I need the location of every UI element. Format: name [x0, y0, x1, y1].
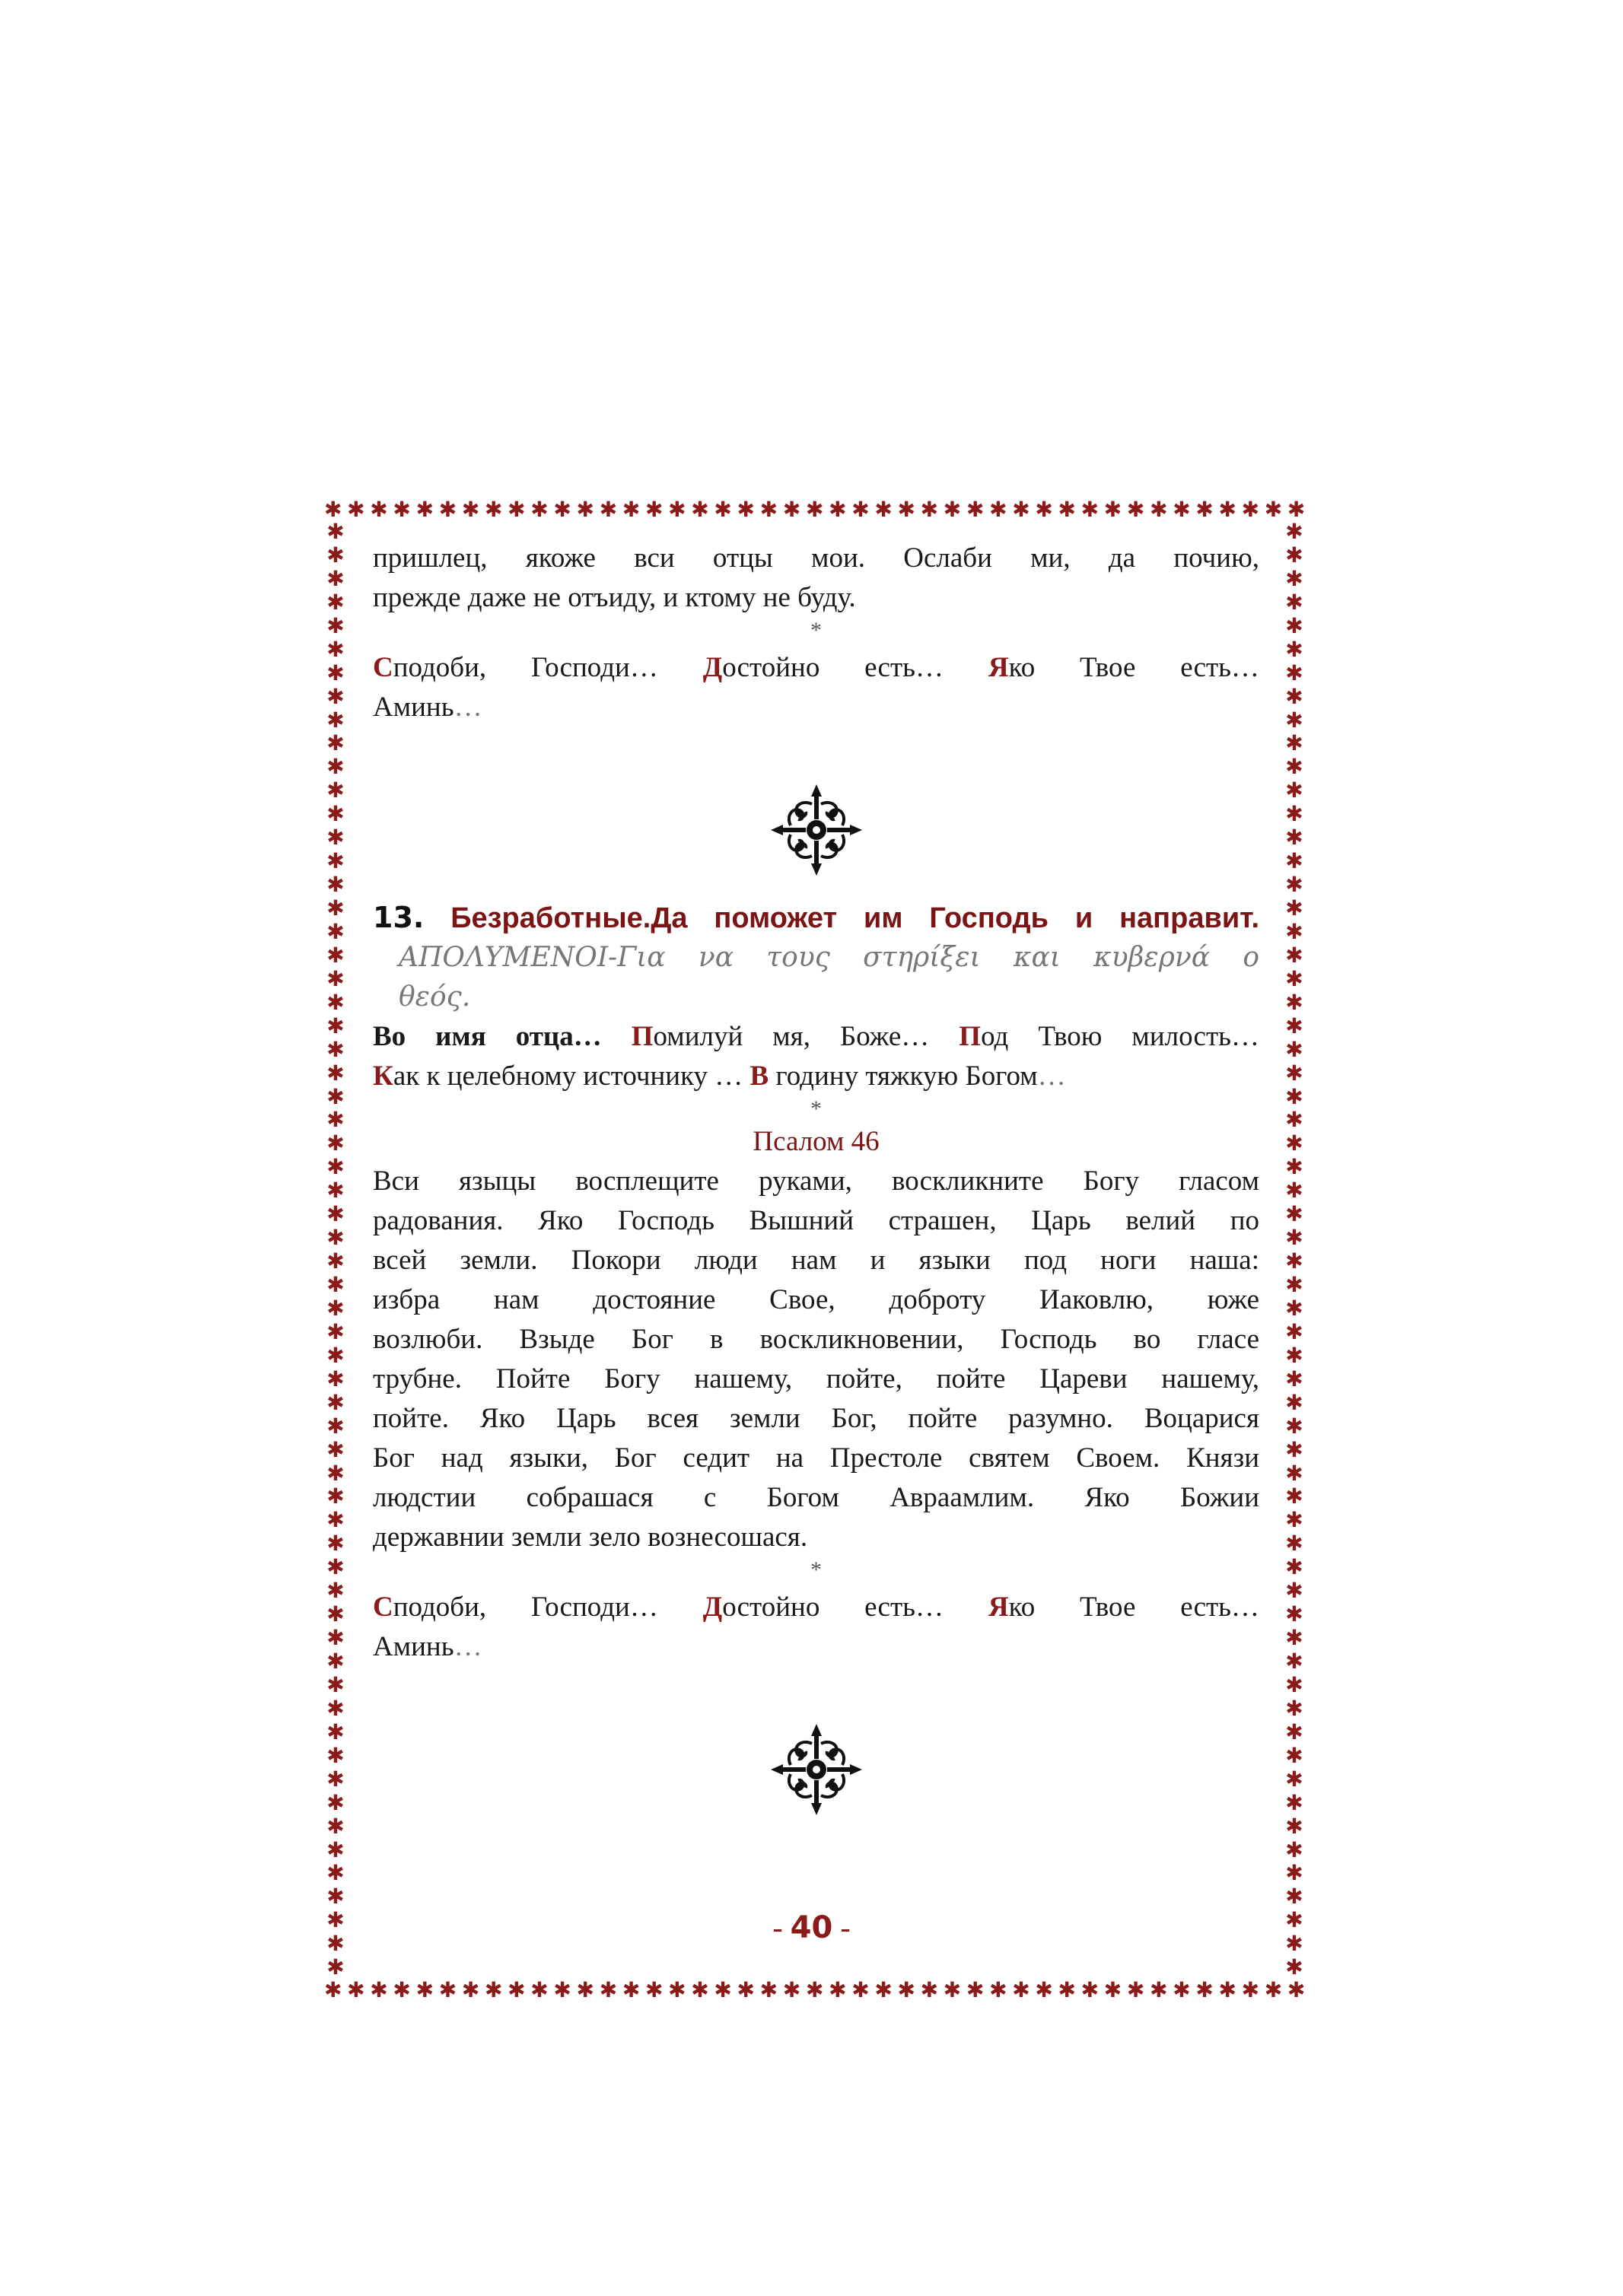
prayer-2-initial: П	[631, 1021, 654, 1052]
amen-text: Аминь	[373, 692, 454, 723]
border-star-icon: ✱	[1012, 1977, 1030, 2002]
border-star-icon: ✱	[1241, 497, 1260, 522]
border-star-icon: ✱	[1285, 1578, 1303, 1604]
border-star-icon: ✱	[326, 1178, 345, 1204]
border-star-icon: ✱	[1285, 1154, 1303, 1180]
border-star-icon: ✱	[326, 1884, 345, 1910]
closing-c-text: ко Твое есть	[1008, 652, 1232, 683]
border-star-icon: ✱	[326, 965, 345, 991]
section-heading	[373, 898, 1259, 938]
border-star-icon: ✱	[326, 1389, 345, 1415]
closing-a-text: подоби, Господи	[393, 652, 630, 683]
border-star-icon: ✱	[326, 730, 345, 756]
border-star-icon: ✱	[897, 497, 915, 522]
border-star-icon: ✱	[1285, 965, 1303, 991]
border-star-icon: ✱	[1285, 1554, 1303, 1580]
border-star-icon: ✱	[326, 872, 345, 898]
border-star-icon: ✱	[326, 1295, 345, 1321]
amen-ellipsis: …	[453, 692, 482, 723]
closing-c-text: ко Твое есть	[1008, 1592, 1232, 1623]
border-star-icon: ✱	[438, 497, 457, 522]
amen-ellipsis: …	[453, 1631, 482, 1662]
border-star-icon: ✱	[326, 1601, 345, 1627]
border-top	[324, 498, 1306, 521]
separator-star: *	[810, 1557, 822, 1582]
border-star-icon: ✱	[1285, 1789, 1303, 1815]
border-star-icon: ✱	[1126, 1977, 1145, 2002]
border-star-icon: ✱	[1285, 1649, 1303, 1674]
border-star-icon: ✱	[326, 1366, 345, 1391]
border-star-icon: ✱	[370, 497, 388, 522]
border-star-icon: ✱	[347, 1977, 365, 2002]
closing-prayers-2	[373, 1588, 1259, 1667]
border-star-icon: ✱	[829, 1977, 847, 2002]
closing-c-ellipsis: …	[1231, 1592, 1260, 1623]
psalm-line: всей земли. Покори люди нам и языки под ноги наша:	[373, 1245, 1259, 1276]
border-star-icon: ✱	[644, 497, 664, 522]
border-star-icon: ✱	[326, 1507, 345, 1533]
closing-a-ellipsis: …	[629, 1592, 658, 1623]
border-star-icon: ✱	[943, 1977, 962, 2002]
border-star-icon: ✱	[1285, 1295, 1303, 1321]
border-star-icon: ✱	[1285, 1931, 1303, 1957]
border-star-icon: ✱	[326, 1201, 345, 1227]
border-star-icon: ✱	[989, 1977, 1007, 2002]
border-star-icon: ✱	[326, 589, 345, 615]
border-star-icon: ✱	[874, 497, 893, 522]
border-star-icon: ✱	[324, 1977, 342, 2002]
border-star-icon: ✱	[415, 1977, 434, 2002]
border-star-icon: ✱	[644, 1977, 664, 2002]
border-star-icon: ✱	[326, 519, 345, 544]
psalm-body	[373, 1162, 1259, 1557]
border-star-icon: ✱	[326, 1813, 345, 1839]
prayer-3-initial: П	[959, 1021, 982, 1052]
border-star-icon: ✱	[326, 754, 345, 780]
border-star-icon: ✱	[326, 660, 345, 685]
border-star-icon: ✱	[326, 1036, 345, 1062]
border-star-icon: ✱	[1195, 1977, 1214, 2002]
border-star-icon: ✱	[326, 1342, 345, 1368]
closing-a-initial: С	[373, 1592, 393, 1623]
border-star-icon: ✱	[1285, 1695, 1303, 1721]
border-star-icon: ✱	[1285, 1318, 1303, 1344]
border-star-icon: ✱	[1285, 1083, 1303, 1109]
closing-a-text: подоби, Господи	[393, 1592, 630, 1623]
border-star-icon: ✱	[1285, 1671, 1303, 1697]
closing-b-text: остойно есть	[722, 652, 915, 683]
border-star-icon: ✱	[1285, 825, 1303, 851]
border-star-icon: ✱	[326, 918, 345, 944]
border-star-icon: ✱	[326, 1413, 345, 1439]
border-star-icon: ✱	[415, 497, 434, 522]
border-star-icon: ✱	[1285, 1625, 1303, 1651]
border-star-icon: ✱	[326, 565, 345, 591]
cross-flourish-ornament-icon	[767, 781, 866, 879]
border-star-icon: ✱	[1285, 1954, 1303, 1980]
prayer-5-ellipsis: …	[1037, 1061, 1066, 1092]
passage-top-line-1: пришлец, якоже вси отцы мои. Ослаби ми, да почию,	[373, 542, 1259, 574]
border-star-icon: ✱	[691, 497, 709, 522]
border-star-icon: ✱	[326, 801, 345, 827]
psalm-title: Псалом 46	[753, 1126, 880, 1157]
border-star-icon: ✱	[1285, 730, 1303, 756]
section-title: Безработные.Да поможет им Господь и направит.	[450, 902, 1260, 934]
border-star-icon: ✱	[326, 1436, 345, 1462]
border-star-icon: ✱	[1285, 1131, 1303, 1156]
border-star-icon: ✱	[1285, 778, 1303, 803]
border-star-icon: ✱	[1285, 707, 1303, 733]
border-star-icon: ✱	[1195, 497, 1214, 522]
closing-b-text: остойно есть	[722, 1592, 915, 1623]
prayer-in-the-name: Во имя отца…	[373, 1021, 602, 1052]
border-star-icon: ✱	[1285, 612, 1303, 638]
border-star-icon: ✱	[1285, 1460, 1303, 1486]
border-star-icon: ✱	[1103, 1977, 1122, 2002]
border-star-icon: ✱	[1285, 1719, 1303, 1744]
border-star-icon: ✱	[1080, 1977, 1100, 2002]
psalm-line: трубне. Пойте Богу нашему, пойте, пойте Цареви нашему,	[373, 1363, 1259, 1394]
border-star-icon: ✱	[326, 1766, 345, 1792]
border-star-icon: ✱	[1058, 1977, 1076, 2002]
page-number-value: 40	[790, 1910, 833, 1945]
greek-line-2: θεός.	[399, 981, 471, 1013]
closing-c-initial: Я	[988, 1592, 1009, 1623]
border-star-icon: ✱	[1285, 565, 1303, 591]
psalm-line: пойте. Яко Царь всея земли Бог, пойте разумно. Воцарися	[373, 1403, 1259, 1434]
ornament-top	[373, 781, 1259, 879]
border-star-icon: ✱	[1285, 1860, 1303, 1886]
psalm-line: людстии собрашася с Богом Авраамлим. Яко Божии	[373, 1482, 1259, 1513]
border-star-icon: ✱	[1287, 497, 1306, 522]
border-star-icon: ✱	[782, 497, 801, 522]
border-left	[324, 521, 347, 1979]
border-star-icon: ✱	[851, 1977, 870, 2002]
border-star-icon: ✱	[461, 1977, 480, 2002]
border-star-icon: ✱	[1218, 497, 1236, 522]
border-star-icon: ✱	[576, 1977, 595, 2002]
border-star-icon: ✱	[326, 1907, 345, 1933]
border-star-icon: ✱	[989, 497, 1007, 522]
closing-b-ellipsis: …	[915, 652, 944, 683]
border-star-icon: ✱	[1285, 1483, 1303, 1509]
border-right	[1283, 521, 1306, 1979]
border-star-icon: ✱	[1285, 1248, 1303, 1274]
separator-star: *	[810, 1096, 822, 1121]
border-star-icon: ✱	[1285, 1601, 1303, 1627]
border-star-icon: ✱	[1264, 1977, 1283, 2002]
border-star-icon: ✱	[326, 1131, 345, 1156]
border-star-icon: ✱	[347, 497, 365, 522]
border-star-icon: ✱	[326, 1954, 345, 1980]
passage-top-line-2: прежде даже не отъиду, и ктому не буду.	[373, 582, 856, 613]
border-star-icon: ✱	[326, 1578, 345, 1604]
border-star-icon: ✱	[530, 1977, 549, 2002]
border-star-icon: ✱	[1285, 848, 1303, 874]
border-star-icon: ✱	[1080, 497, 1100, 522]
border-star-icon: ✱	[326, 1625, 345, 1651]
border-star-icon: ✱	[1241, 1977, 1260, 2002]
border-star-icon: ✱	[326, 1742, 345, 1768]
border-star-icon: ✱	[943, 497, 962, 522]
border-star-icon: ✱	[829, 497, 847, 522]
border-star-icon: ✱	[326, 612, 345, 638]
border-star-icon: ✱	[966, 1977, 985, 2002]
border-star-icon: ✱	[1285, 801, 1303, 827]
border-star-icon: ✱	[1285, 636, 1303, 662]
separator-star: *	[810, 618, 822, 643]
border-star-icon: ✱	[1126, 497, 1145, 522]
border-star-icon: ✱	[326, 1083, 345, 1109]
border-star-icon: ✱	[508, 1977, 526, 2002]
psalm-line: державнии земли зело вознесошася.	[373, 1522, 808, 1553]
border-star-icon: ✱	[326, 825, 345, 851]
border-star-icon: ✱	[668, 1977, 686, 2002]
border-star-icon: ✱	[1150, 497, 1168, 522]
border-star-icon: ✱	[326, 1719, 345, 1744]
prayers-line-1	[373, 1017, 1259, 1057]
border-star-icon: ✱	[326, 1060, 345, 1086]
border-star-icon: ✱	[326, 989, 345, 1015]
closing-prayers-1	[373, 648, 1259, 727]
section-number: 13.	[373, 901, 425, 934]
border-star-icon: ✱	[326, 1013, 345, 1038]
border-star-icon: ✱	[1285, 1201, 1303, 1227]
page-number	[0, 1907, 1623, 1945]
border-star-icon: ✱	[714, 1977, 732, 2002]
border-star-icon: ✱	[326, 1107, 345, 1133]
border-star-icon: ✱	[897, 1977, 915, 2002]
prayer-2-text: омилуй мя, Боже…	[653, 1021, 930, 1052]
border-star-icon: ✱	[553, 497, 571, 522]
border-star-icon: ✱	[1285, 872, 1303, 898]
border-star-icon: ✱	[326, 636, 345, 662]
border-star-icon: ✱	[599, 497, 618, 522]
border-star-icon: ✱	[1285, 1766, 1303, 1792]
border-star-icon: ✱	[326, 1789, 345, 1815]
border-star-icon: ✱	[1264, 497, 1283, 522]
border-star-icon: ✱	[326, 778, 345, 803]
border-star-icon: ✱	[1285, 683, 1303, 709]
border-star-icon: ✱	[1285, 895, 1303, 921]
border-star-icon: ✱	[326, 1531, 345, 1557]
border-star-icon: ✱	[1285, 1013, 1303, 1038]
border-star-icon: ✱	[805, 1977, 824, 2002]
border-star-icon: ✱	[326, 1836, 345, 1862]
border-star-icon: ✱	[1285, 754, 1303, 780]
border-star-icon: ✱	[326, 895, 345, 921]
prayer-5-initial: В	[749, 1061, 769, 1092]
border-star-icon: ✱	[622, 497, 641, 522]
border-star-icon: ✱	[1218, 1977, 1236, 2002]
closing-a-initial: С	[373, 652, 393, 683]
border-star-icon: ✱	[530, 497, 549, 522]
border-star-icon: ✱	[1173, 497, 1191, 522]
border-star-icon: ✱	[759, 1977, 778, 2002]
prayer-5-text: годину тяжкую Богом	[769, 1061, 1038, 1092]
border-star-icon: ✱	[326, 1695, 345, 1721]
amen-text: Аминь	[373, 1631, 454, 1662]
border-star-icon: ✱	[1285, 519, 1303, 544]
border-star-icon: ✱	[508, 497, 526, 522]
border-star-icon: ✱	[1285, 1060, 1303, 1086]
border-star-icon: ✱	[393, 1977, 411, 2002]
border-star-icon: ✱	[438, 1977, 457, 2002]
border-star-icon: ✱	[1173, 1977, 1191, 2002]
border-star-icon: ✱	[326, 542, 345, 568]
border-star-icon: ✱	[326, 1318, 345, 1344]
closing-b-initial: Д	[702, 652, 723, 683]
border-star-icon: ✱	[1285, 1413, 1303, 1439]
border-star-icon: ✱	[1285, 1036, 1303, 1062]
border-star-icon: ✱	[370, 1977, 388, 2002]
border-star-icon: ✱	[737, 497, 755, 522]
border-star-icon: ✱	[1287, 1977, 1306, 2002]
border-star-icon: ✱	[326, 1460, 345, 1486]
border-star-icon: ✱	[1035, 497, 1053, 522]
border-star-icon: ✱	[326, 1671, 345, 1697]
border-star-icon: ✱	[1285, 1836, 1303, 1862]
closing-b-ellipsis: …	[915, 1592, 944, 1623]
border-star-icon: ✱	[1285, 1342, 1303, 1368]
border-star-icon: ✱	[782, 1977, 801, 2002]
cross-flourish-ornament-icon	[767, 1720, 866, 1819]
prayer-3-text: од Твою милость…	[981, 1021, 1259, 1052]
border-star-icon: ✱	[1035, 1977, 1053, 2002]
border-star-icon: ✱	[1058, 497, 1076, 522]
border-star-icon: ✱	[1103, 497, 1122, 522]
border-star-icon: ✱	[326, 1154, 345, 1180]
border-star-icon: ✱	[920, 497, 939, 522]
border-bottom	[324, 1979, 1306, 2002]
border-star-icon: ✱	[714, 497, 732, 522]
closing-c-ellipsis: …	[1231, 652, 1260, 683]
border-star-icon: ✱	[326, 1931, 345, 1957]
border-star-icon: ✱	[326, 1225, 345, 1251]
border-star-icon: ✱	[326, 1483, 345, 1509]
border-star-icon: ✱	[553, 1977, 571, 2002]
greek-line-1: ΑΠΟΛΥΜΕΝΟΙ-Για να τους στηρίξει και κυβερνά ο	[399, 942, 1259, 973]
page-dash-left: -	[772, 1910, 783, 1945]
border-star-icon: ✱	[1285, 1907, 1303, 1933]
page-dash-right: -	[840, 1910, 851, 1945]
psalm-line: возлюби. Взыде Бог в воскликновении, Господь во гласе	[373, 1324, 1259, 1355]
border-star-icon: ✱	[599, 1977, 618, 2002]
border-star-icon: ✱	[1285, 542, 1303, 568]
border-star-icon: ✱	[1285, 918, 1303, 944]
border-star-icon: ✱	[326, 1649, 345, 1674]
border-star-icon: ✱	[461, 497, 480, 522]
border-star-icon: ✱	[1285, 1225, 1303, 1251]
border-star-icon: ✱	[691, 1977, 709, 2002]
border-star-icon: ✱	[805, 497, 824, 522]
border-star-icon: ✱	[1285, 1507, 1303, 1533]
border-star-icon: ✱	[1150, 1977, 1168, 2002]
border-star-icon: ✱	[326, 683, 345, 709]
border-star-icon: ✱	[1285, 1366, 1303, 1391]
ornament-bottom	[373, 1720, 1259, 1819]
border-star-icon: ✱	[324, 497, 342, 522]
border-star-icon: ✱	[1285, 1813, 1303, 1839]
border-star-icon: ✱	[966, 497, 985, 522]
border-star-icon: ✱	[326, 1554, 345, 1580]
border-star-icon: ✱	[1012, 497, 1030, 522]
psalm-line: Бог над языки, Бог седит на Престоле святем Своем. Князи	[373, 1442, 1259, 1474]
prayer-4-initial: К	[373, 1061, 393, 1092]
border-star-icon: ✱	[326, 848, 345, 874]
border-star-icon: ✱	[1285, 1272, 1303, 1297]
closing-a-ellipsis: …	[629, 652, 658, 683]
psalm-line: Вси языцы восплещите руками, воскликните Богу гласом	[373, 1165, 1259, 1197]
border-star-icon: ✱	[1285, 1107, 1303, 1133]
border-star-icon: ✱	[1285, 942, 1303, 968]
border-star-icon: ✱	[326, 1248, 345, 1274]
border-star-icon: ✱	[326, 1860, 345, 1886]
closing-b-initial: Д	[702, 1592, 723, 1623]
border-star-icon: ✱	[1285, 1389, 1303, 1415]
psalm-line: избра нам достояние Свое, доброту Иаковлю, юже	[373, 1284, 1259, 1315]
border-star-icon: ✱	[1285, 1531, 1303, 1557]
border-star-icon: ✱	[484, 1977, 503, 2002]
border-star-icon: ✱	[759, 497, 778, 522]
border-star-icon: ✱	[1285, 1742, 1303, 1768]
border-star-icon: ✱	[1285, 660, 1303, 685]
border-star-icon: ✱	[393, 497, 411, 522]
border-star-icon: ✱	[484, 497, 503, 522]
border-star-icon: ✱	[851, 497, 870, 522]
border-star-icon: ✱	[920, 1977, 939, 2002]
border-star-icon: ✱	[668, 497, 686, 522]
border-star-icon: ✱	[1285, 1884, 1303, 1910]
border-star-icon: ✱	[1285, 989, 1303, 1015]
psalm-line: радования. Яко Господь Вышний страшен, Царь велий по	[373, 1205, 1259, 1236]
border-star-icon: ✱	[622, 1977, 641, 2002]
border-star-icon: ✱	[326, 707, 345, 733]
border-star-icon: ✱	[576, 497, 595, 522]
border-star-icon: ✱	[874, 1977, 893, 2002]
border-star-icon: ✱	[326, 942, 345, 968]
border-star-icon: ✱	[1285, 1436, 1303, 1462]
page-content	[373, 539, 1259, 1819]
border-star-icon: ✱	[737, 1977, 755, 2002]
closing-c-initial: Я	[988, 652, 1009, 683]
border-star-icon: ✱	[326, 1272, 345, 1297]
prayers-line-2	[373, 1057, 1259, 1096]
prayer-4-text: ак к целебному источнику …	[393, 1061, 743, 1092]
border-star-icon: ✱	[1285, 1178, 1303, 1204]
border-star-icon: ✱	[1285, 589, 1303, 615]
